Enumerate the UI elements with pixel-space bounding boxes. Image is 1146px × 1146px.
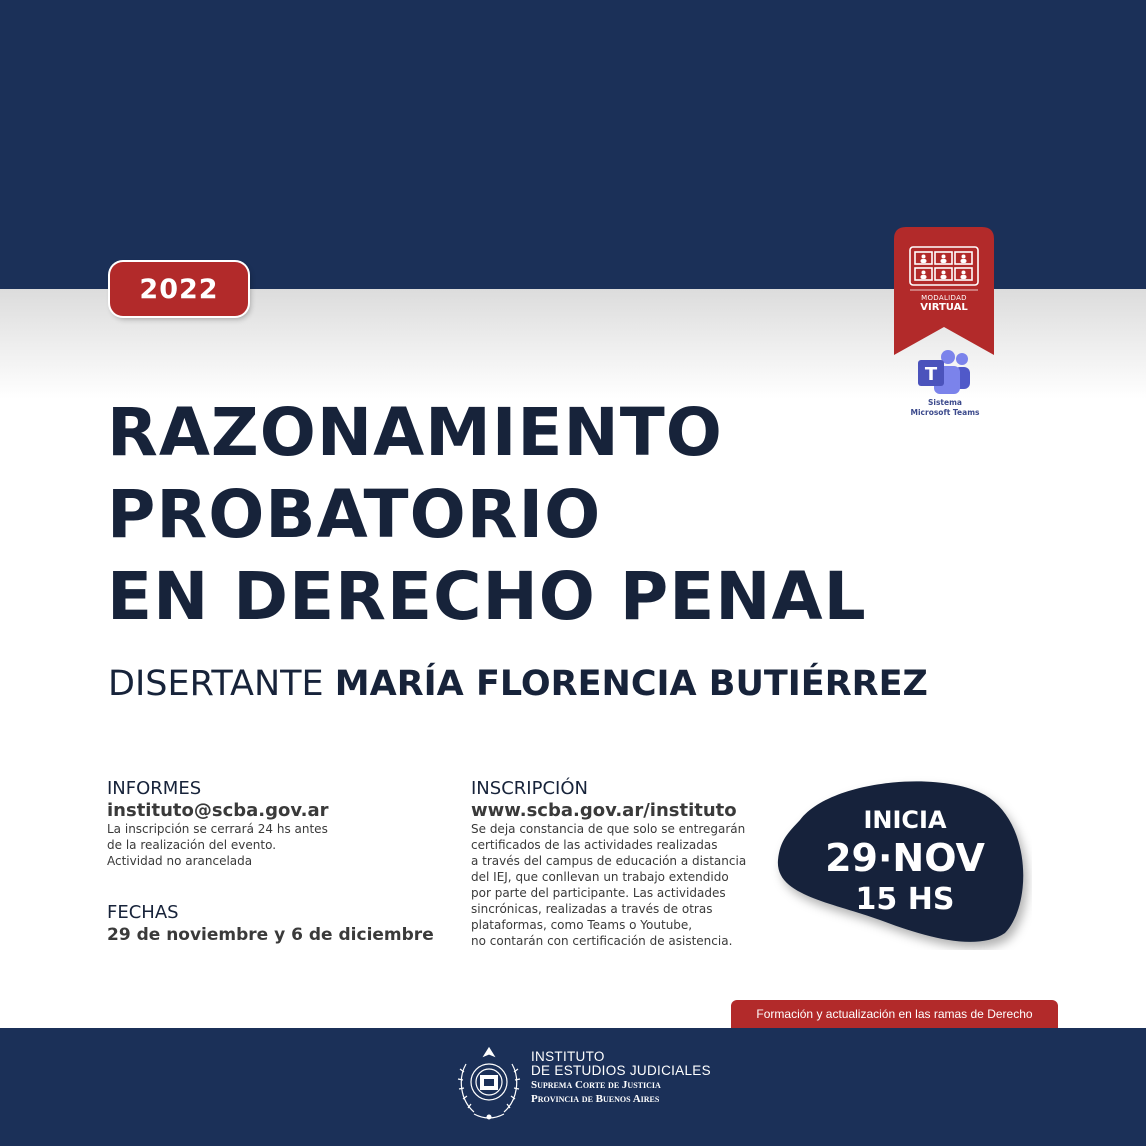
modality-label: MODALIDAD [921, 294, 967, 302]
registration-heading: INSCRIPCIÓN [471, 778, 588, 799]
institution-seal-logo [456, 1044, 522, 1124]
dates-value: 29 de noviembre y 6 de diciembre [107, 925, 434, 945]
microsoft-teams-icon [916, 350, 972, 396]
teams-caption-line-1: Sistema [928, 398, 962, 407]
info-note-2: de la realización del evento. [107, 838, 277, 852]
speaker-name: MARÍA FLORENCIA BUTIÉRREZ [334, 664, 928, 704]
registration-note-3: a través del campus de educación a distancia [471, 854, 747, 868]
tagline-strip: Formación y actualización en las ramas de Derecho [731, 1000, 1058, 1028]
registration-note-8: no contarán con certificación de asistencia. [471, 934, 733, 948]
virtual-modality-ribbon [894, 227, 994, 355]
info-heading: INFORMES [107, 778, 202, 799]
info-note-1: La inscripción se cerrará 24 hs antes [107, 822, 328, 836]
course-title-line-3: EN DERECHO PENAL [107, 558, 867, 635]
registration-note-2: certificados de las actividades realizadas [471, 838, 718, 852]
contact-email-link[interactable]: instituto@scba.gov.ar [107, 800, 329, 821]
modality-value: VIRTUAL [920, 302, 968, 313]
course-title-line-2: PROBATORIO [107, 476, 602, 553]
registration-note-7: plataformas, como Teams o Youtube, [471, 918, 693, 932]
teams-caption-line-2: Microsoft Teams [910, 408, 980, 417]
info-note-3: Actividad no arancelada [107, 854, 253, 868]
course-title-line-1: RAZONAMIENTO [107, 394, 723, 471]
start-info [790, 806, 1020, 918]
teams-caption [880, 398, 1010, 418]
institution-line-1: INSTITUTO [531, 1049, 605, 1064]
registration-section [471, 778, 771, 949]
registration-note-1: Se deja constancia de que solo se entregarán [471, 822, 746, 836]
svg-text:T: T [924, 364, 938, 385]
institution-name [531, 1050, 711, 1106]
institution-line-3: Suprema Corte de Justicia [531, 1079, 661, 1091]
start-label: INICIA [863, 806, 947, 834]
registration-note-5: por parte del participante. Las actividades [471, 886, 726, 900]
start-date: 29·NOV [825, 836, 985, 880]
year-badge: 2022 [110, 262, 248, 316]
dates-heading: FECHAS [107, 902, 179, 923]
course-title [107, 392, 867, 638]
speaker-line [108, 664, 928, 704]
registration-note-4: del IEJ, que conllevan un trabajo extendido [471, 870, 729, 884]
start-time: 15 HS [855, 882, 955, 917]
registration-note-6: sincrónicas, realizadas a través de otras [471, 902, 713, 916]
institution-line-4: Provincia de Buenos Aires [531, 1093, 660, 1105]
institution-line-2: DE ESTUDIOS JUDICIALES [531, 1063, 711, 1078]
dates-section [107, 902, 467, 945]
speaker-prefix: DISERTANTE [108, 664, 335, 704]
registration-url-link[interactable]: www.scba.gov.ar/instituto [471, 800, 737, 821]
info-section [107, 778, 407, 869]
